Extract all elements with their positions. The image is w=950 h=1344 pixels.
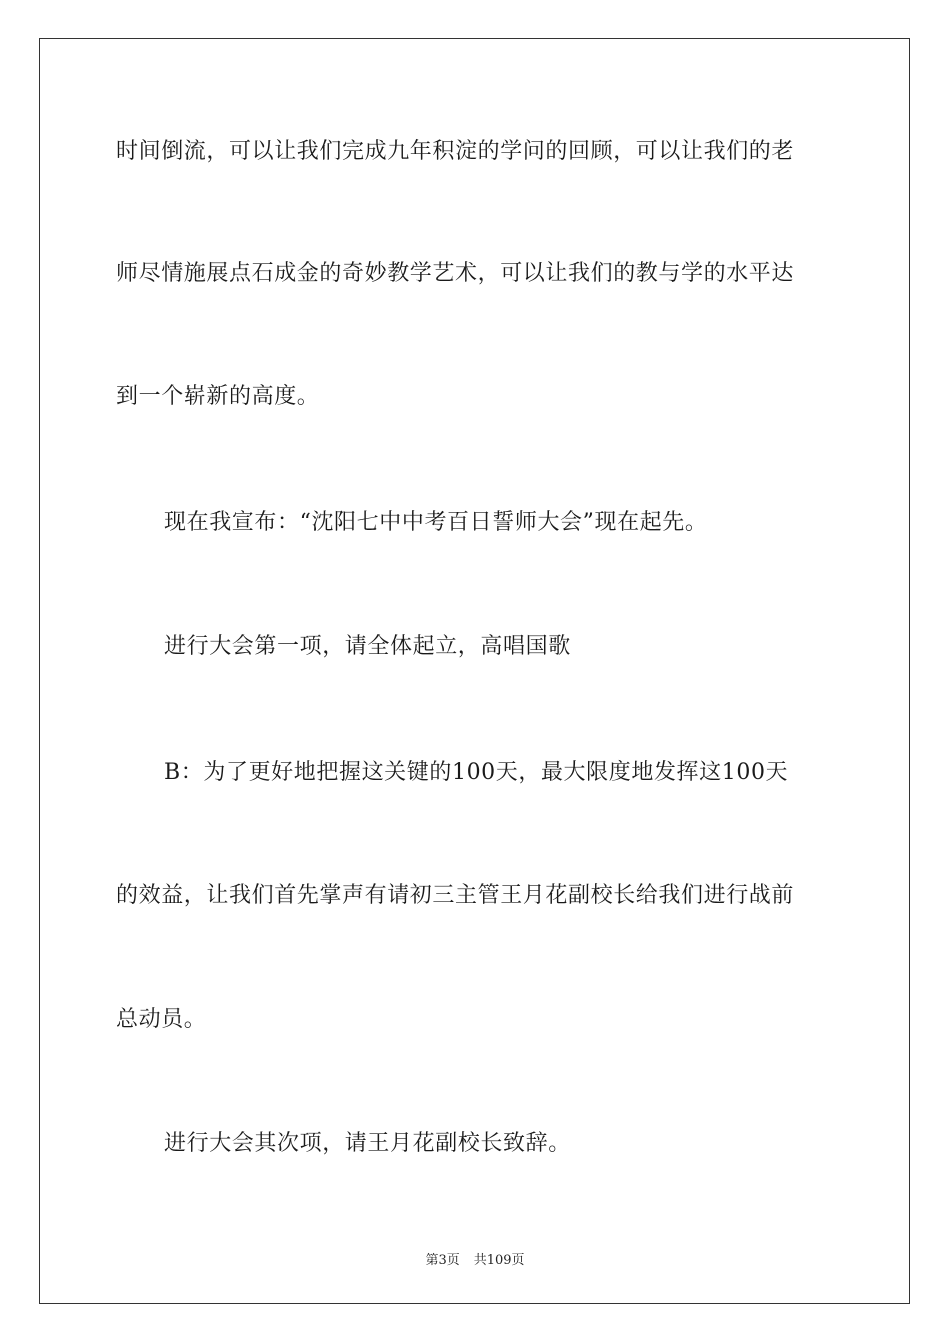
paragraph-4-line-2: 的效益，让我们首先掌声有请初三主管王月花副校长给我们进行战前 [116,883,795,908]
paragraph-3-line-1: 进行大会第一项，请全体起立，高唱国歌 [164,634,571,659]
paragraph-2-line-1: 现在我宣布：“沈阳七中中考百日誓师大会”现在起先。 [164,510,708,535]
paragraph-1-line-3: 到一个崭新的高度。 [116,384,320,409]
paragraph-1-line-1: 时间倒流，可以让我们完成九年积淀的学问的回顾，可以让我们的老 [116,139,795,164]
page-border [39,38,910,1304]
paragraph-5-line-1: 进行大会其次项，请王月花副校长致辞。 [164,1131,571,1156]
page-footer [0,1249,950,1268]
paragraph-1-line-2: 师尽情施展点石成金的奇妙教学艺术，可以让我们的教与学的水平达 [116,261,795,286]
paragraph-4-line-1: B：为了更好地把握这关键的100天，最大限度地发挥这100天 [164,760,789,785]
page-total: 共109页 [473,1253,525,1268]
page-number: 第3页 [425,1253,460,1268]
paragraph-4-line-3: 总动员。 [116,1007,207,1032]
